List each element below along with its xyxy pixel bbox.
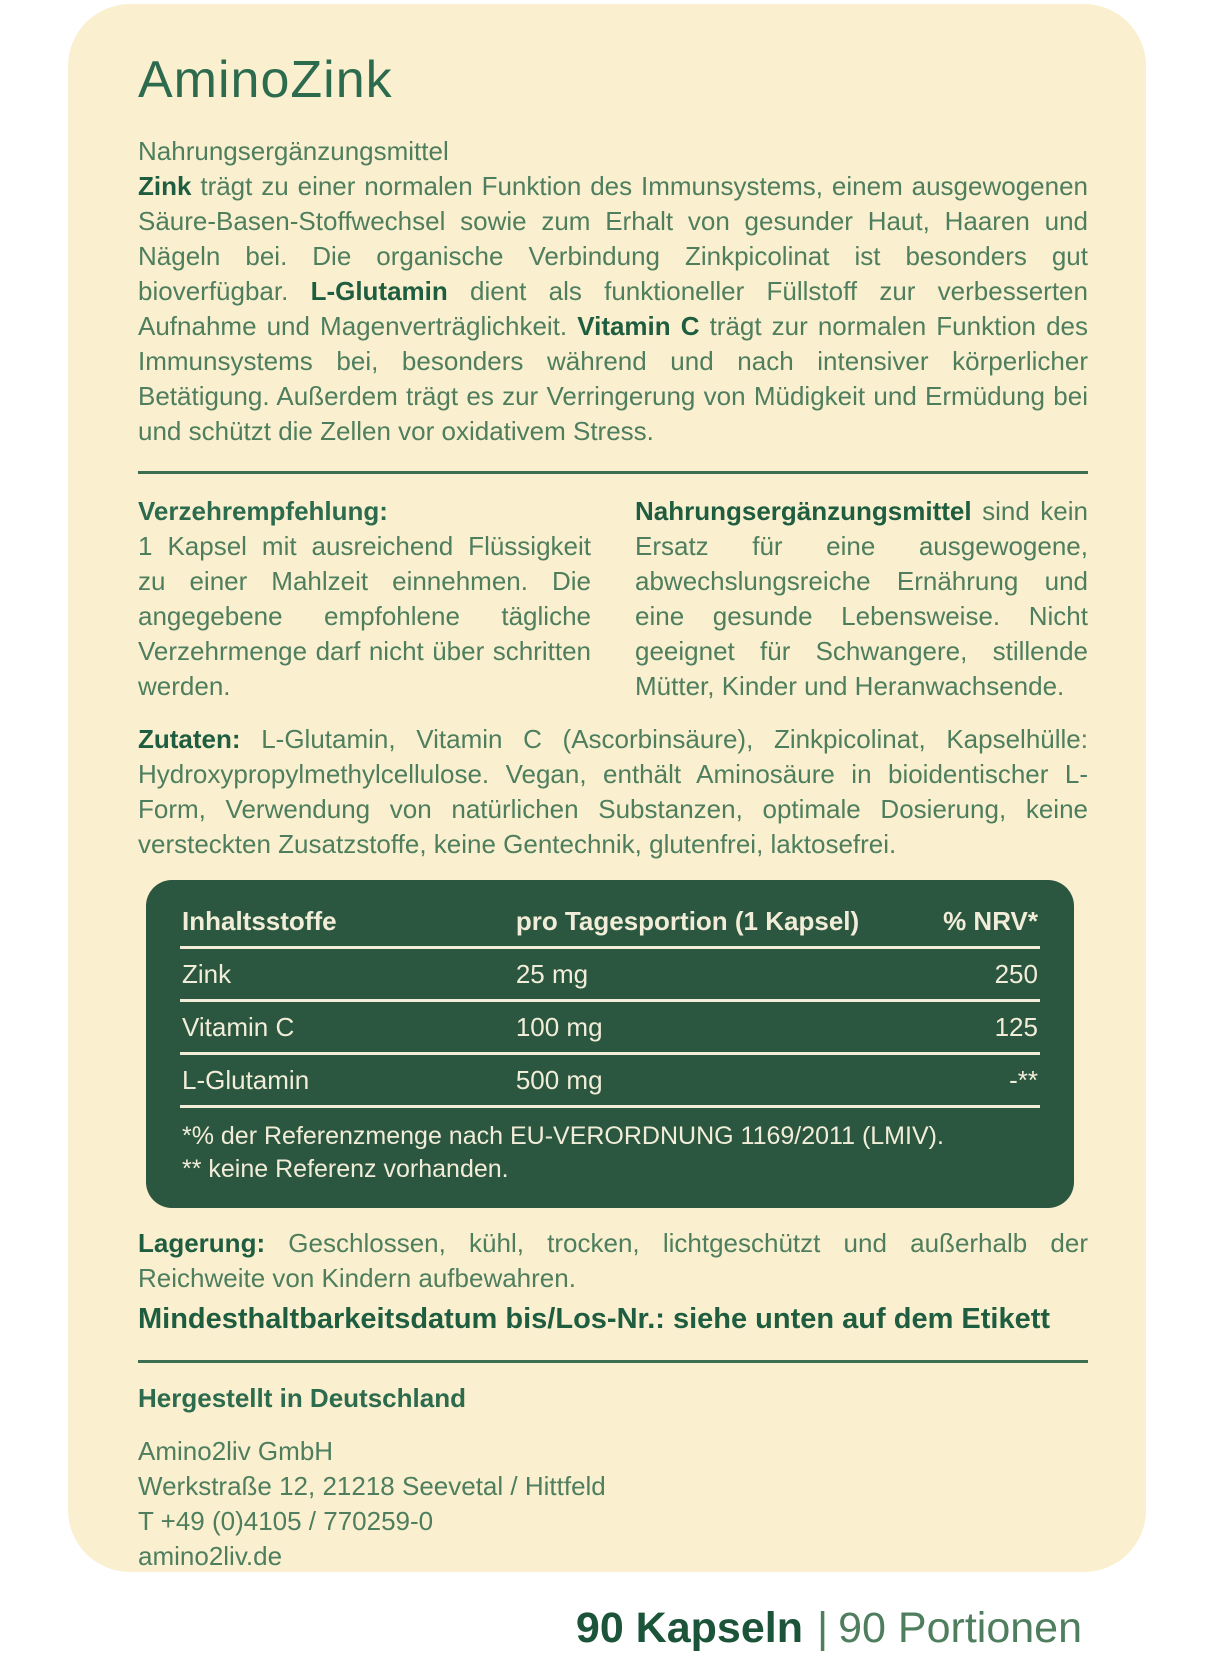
table-row-vitamin-c xyxy=(180,1002,1040,1055)
product-label xyxy=(68,4,1146,1652)
section-divider-bottom xyxy=(138,1360,1088,1363)
ingredients-paragraph xyxy=(138,722,1088,862)
section-divider-top xyxy=(138,471,1088,474)
cell-amount: 25 mg xyxy=(515,959,589,989)
manufacturer-website: amino2liv.de xyxy=(138,1541,283,1571)
dosage-text: 1 Kapsel mit ausreichend Flüssigkeit zu einer Mahlzeit einnehmen. Die angegebene empfohlene tägliche Verzehrmenge darf nicht über schritten werden. xyxy=(138,531,591,701)
header-nrv: % NRV* xyxy=(943,906,1038,936)
cell-name: Zink xyxy=(182,959,232,989)
product-category-line: Nahrungsergänzungsmittel xyxy=(138,136,449,166)
intro-bold-zink: Zink xyxy=(138,171,192,201)
cell-name: L-Glutamin xyxy=(182,1065,310,1095)
cell-name: Vitamin C xyxy=(182,1012,295,1042)
storage-paragraph xyxy=(138,1226,1088,1296)
cell-nrv: 125 xyxy=(994,1012,1038,1042)
cell-amount: 100 mg xyxy=(515,1012,603,1042)
product-title: AminoZink xyxy=(138,51,393,109)
manufacturer-phone: T +49 (0)4105 / 770259-0 xyxy=(138,1506,434,1536)
disclaimer-bold-lead: Nahrungsergänzungsmittel xyxy=(635,496,972,526)
best-before-line: Mindesthaltbarkeitsdatum bis/Los-Nr.: siehe unten auf dem Etikett xyxy=(138,1303,1051,1335)
intro-paragraph xyxy=(138,169,1088,449)
header-ingredient: Inhaltsstoffe xyxy=(182,906,337,936)
nutrition-table xyxy=(146,880,1074,1208)
dosage-heading: Verzehrempfehlung: xyxy=(138,496,388,526)
dosage-section xyxy=(138,494,591,704)
cell-amount: 500 mg xyxy=(515,1065,603,1095)
intro-text-1: trägt zu einer normalen Funktion des Immunsystems, einem ausgewogenen Säure-Basen-Stoffwechsel sowie zum Erhalt von gesunder Haut, Haaren und Nägeln bei. Die organische Verbindung Zinkpicolinat ist besonders gut bioverfügbar. xyxy=(138,171,1088,306)
header-per-portion: pro Tagesportion (1 Kapsel) xyxy=(515,906,860,936)
cell-nrv: 250 xyxy=(994,959,1038,989)
ingredients-label: Zutaten: xyxy=(138,724,241,754)
manufacturer-address-block xyxy=(138,1434,1088,1574)
disclaimer-section xyxy=(635,494,1088,704)
capsule-count-bold: 90 Kapseln xyxy=(575,1604,803,1652)
disclaimer-text xyxy=(635,494,1088,704)
storage-text: Geschlossen, kühl, trocken, lichtgeschützt und außerhalb der Reichweite von Kindern aufbewahren. xyxy=(138,1228,1088,1293)
manufacturer-company: Amino2liv GmbH xyxy=(138,1436,334,1466)
footnote-no-reference: ** keine Referenz vorhanden. xyxy=(182,1155,509,1183)
cell-nrv: -** xyxy=(1009,1065,1038,1095)
count-separator: | xyxy=(816,1604,829,1652)
intro-bold-vitamin-c: Vitamin C xyxy=(577,311,700,341)
made-in-line: Hergestellt in Deutschland xyxy=(138,1383,466,1413)
storage-label: Lagerung: xyxy=(138,1228,266,1258)
disclaimer-text-body: sind kein Ersatz für eine ausgewogene, abwechslungsreiche Ernährung und eine gesunde Lebensweise. Nicht geeignet für Schwangere, stillende Mütter, Kinder und Heranwachsende. xyxy=(635,496,1088,701)
table-footnotes xyxy=(180,1108,1040,1190)
intro-bold-l-glutamin: L-Glutamin xyxy=(310,276,448,306)
ingredients-text: L-Glutamin, Vitamin C (Ascorbinsäure), Zinkpicolinat, Kapselhülle: Hydroxypropylmethylcellulose. Vegan, enthält Aminosäure in bioidentischer L-Form, Verwendung von natürlichen Substanzen, optimale Dosierung, keine versteckten Zusatzstoffe, keine Gentechnik, glutenfrei, laktosefrei. xyxy=(138,724,1088,859)
footnote-nrv-reference: *% der Referenzmenge nach EU-VERORDNUNG 1169/2011 (LMIV). xyxy=(182,1122,944,1150)
table-row-l-glutamin xyxy=(180,1055,1040,1108)
manufacturer-street: Werkstraße 12, 21218 Seevetal / Hittfeld xyxy=(138,1471,606,1501)
nutrition-table-header xyxy=(180,896,1040,949)
intro-text-2: dient als funktioneller Füllstoff zur verbesserten Aufnahme und Magenverträglichkeit. xyxy=(138,276,1088,341)
two-column-section xyxy=(138,494,1088,704)
table-row-zink xyxy=(180,949,1040,1002)
intro-text-3: trägt zur normalen Funktion des Immunsystems bei, besonders während und nach intensiver körperlicher Betätigung. Außerdem trägt es zur Verringerung von Müdigkeit und Ermüdung bei und schützt die Zellen vor oxidativem Stress. xyxy=(138,311,1088,446)
capsule-count-line xyxy=(138,1604,1088,1653)
portion-count: 90 Portionen xyxy=(838,1604,1082,1652)
